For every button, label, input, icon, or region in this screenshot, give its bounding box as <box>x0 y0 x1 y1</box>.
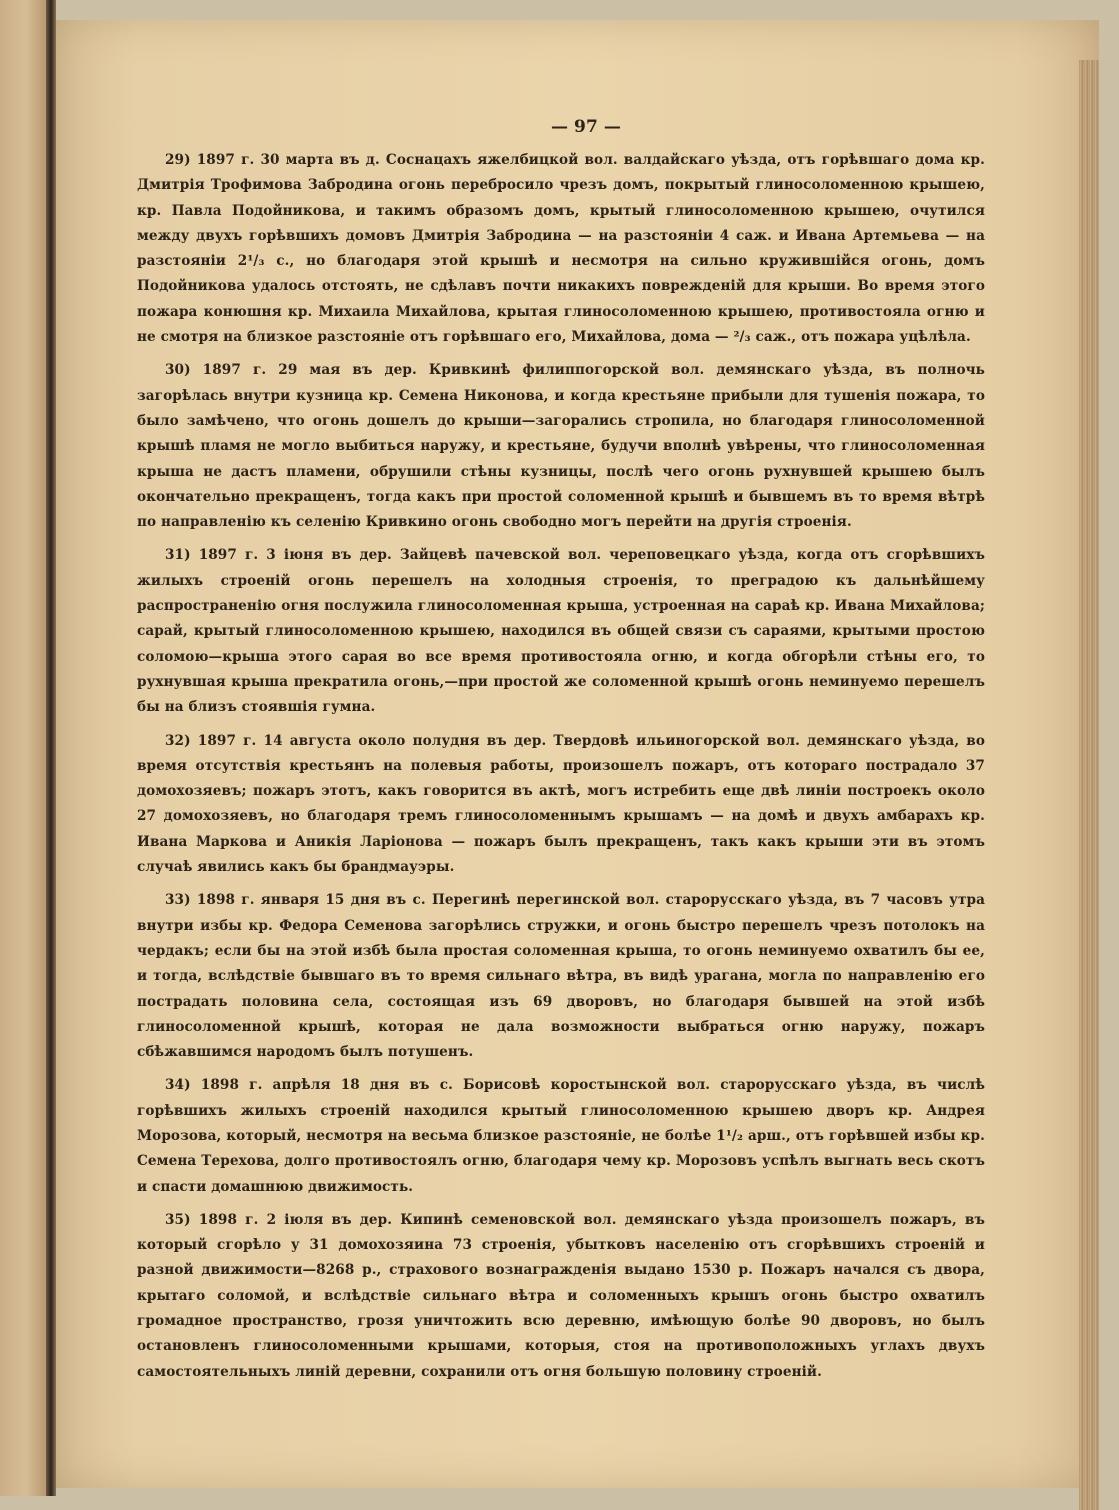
page-text <box>137 112 985 1393</box>
left-page-edge <box>0 0 46 1496</box>
paragraph-35: 35) 1898 г. 2 іюля въ дер. Кипинѣ семеновской вол. демянскаго уѣзда произошелъ пожаръ, въ который сгорѣло у 31 домохозяина 73 строенія, убытковъ населенію отъ сгорѣвшихъ строеній и разной движимости—8268 р., страхового вознагражденія выдано 1530 р. Пожаръ начался съ двора, крытаго соломой, и вслѣдствіе сильнаго вѣтра и соломенныхъ крышъ огонь быстро охватилъ громадное пространство, грозя уничтожить всю деревню, имѣющую болѣе 90 дворовъ, но былъ остановленъ глиносоломенными крышами, которыя, стоя на противоположныхъ углахъ двухъ самостоятельныхъ линій деревни, сохранили отъ огня большую половину строеній. <box>137 1211 985 1380</box>
page-number: — 97 — <box>550 117 622 137</box>
page-stack-edges <box>1079 60 1099 1510</box>
paragraph-32: 32) 1897 г. 14 августа около полудня въ дер. Твердовѣ ильиногорской вол. демянскаго уѣзда, во время отсутствія крестьянъ на полевыя работы, произошелъ пожаръ, отъ котораго пострадало 37 домохозяевъ; пожаръ этотъ, какъ говорится въ актѣ, могъ истребить еще двѣ линіи построекъ около 27 домохозяевъ, но благодаря тремъ глиносоломеннымъ крышамъ — на домѣ и двухъ амбарахъ кр. Ивана Маркова и Аникія Ларіонова — пожаръ былъ прекращенъ, такъ какъ крыши эти въ этомъ случаѣ явились какъ бы брандмауэры. <box>137 732 985 876</box>
paragraph-33: 33) 1898 г. января 15 дня въ с. Перегинѣ перегинской вол. старорусскаго уѣзда, въ 7 часовъ утра внутри избы кр. Федора Семенова загорѣлись стружки, и огонь быстро перешелъ чрезъ потолокъ на чердакъ; если бы на этой избѣ была простая соломенная крыша, то огонь неминуемо охватилъ бы ее, и тогда, вслѣдствіе бывшаго въ то время сильнаго вѣтра, въ видѣ урагана, могла по направленію его пострадать половина села, состоящая изъ 69 дворовъ, но благодаря бывшей на этой избѣ глиносоломенной крышѣ, которая не дала возможности выбраться огню наружу, пожаръ сбѣжавшимся народомъ былъ потушенъ. <box>137 892 985 1061</box>
paragraph-29: 29) 1897 г. 30 марта въ д. Соснацахъ яжелбицкой вол. валдайскаго уѣзда, отъ горѣвшаго дома кр. Дмитрія Трофимова Забродина огонь перебросило чрезъ домъ, покрытый глиносоломенною крышею, кр. Павла Подойникова, и такимъ образомъ домъ, крытый глиносоломенною крышею, очутился между двухъ горѣвшихъ домовъ Дмитрія Забродина — на разстояніи 4 саж. и Ивана Артемьева — на разстояніи 2¹/₃ с., но благодаря этой крышѣ и несмотря на сильно кружившійся огонь, домъ Подойникова удалось отстоять, не сдѣлавъ почти никакихъ поврежденій для крыши. Во время этого пожара конюшня кр. Михаила Михайлова, крытая глиносоломенною крышею, противостояла огню и не смотря на близкое разстояніе отъ горѣвшаго его, Михайлова, дома — ²/₃ саж., отъ пожара уцѣлѣла. <box>137 152 985 346</box>
paragraph-31: 31) 1897 г. 3 іюня въ дер. Зайцевѣ пачевской вол. череповецкаго уѣзда, когда отъ сгорѣвшихъ жилыхъ строеній огонь перешелъ на холодныя строенія, то преградою къ дальнѣйшему распространенію огня послужила глиносоломенная крыша, устроенная на сараѣ кр. Ивана Михайлова; сарай, крытый глиносоломенною крышею, находился въ общей связи съ сараями, крытыми простою соломою—крыша этого сарая во все время противостояла огню, и когда обгорѣли стѣны его, то рухнувшая крыша прекратила огонь,—при простой же соломенной крышѣ огонь неминуемо перешелъ бы на близъ стоявшія гумна. <box>137 547 985 716</box>
paragraph-34: 34) 1898 г. апрѣля 18 дня въ с. Борисовѣ коростынской вол. старорусскаго уѣзда, въ числѣ горѣвшихъ жилыхъ строеній находился крытый глиносоломенною крышею дворъ кр. Андрея Морозова, который, несмотря на весьма близкое разстояніе, не болѣе 1¹/₂ арш., отъ горѣвшей избы кр. Семена Терехова, долго противостоялъ огню, благодаря чему кр. Морозовъ успѣлъ выгнать весь скотъ и спасти домашнюю движимость. <box>137 1077 985 1195</box>
book-spine <box>46 0 56 1496</box>
paragraph-30: 30) 1897 г. 29 мая въ дер. Кривкинѣ филиппогорской вол. демянскаго уѣзда, въ полночь загорѣлась внутри кузница кр. Семена Никонова, и когда крестьяне прибыли для тушенія пожара, то было замѣчено, что огонь дошелъ до крыши—загорались стропила, но благодаря глиносоломенной крышѣ пламя не могло выбиться наружу, и крестьяне, будучи вполнѣ увѣрены, что глиносоломенная крыша не дастъ пламени, обрушили стѣны кузницы, послѣ чего огонь рухнувшей крышею былъ окончательно прекращенъ, тогда какъ при простой соломенной крышѣ и бывшемъ въ то время вѣтрѣ по направленію къ селенію Кривкино огонь свободно могъ перейти на другія строенія. <box>137 362 985 531</box>
